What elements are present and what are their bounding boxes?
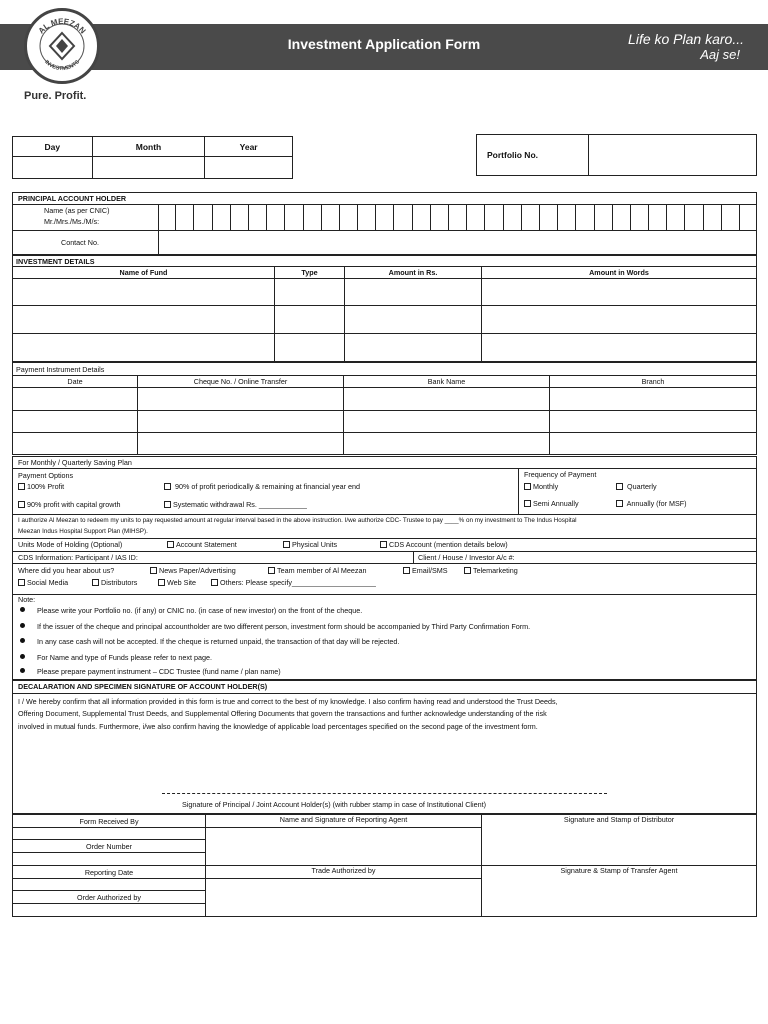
checkbox[interactable] [403,567,410,574]
cheque-cell[interactable] [138,411,344,433]
authorize-line-1: I authorize Al Meezan to redeem my units to pay requested amount at regular interval based in the above instruction. I/we authorize CDC- Trustee to pay ____% on my investment to The Indus Hospital [18,517,577,524]
note-item [20,653,212,662]
hear-email-sms-label: Email/SMS [412,566,448,575]
name-label-2: Mr./Mrs./Ms./M/s: [44,217,100,226]
investment-row [13,334,757,362]
checkbox[interactable] [18,483,25,490]
col-type: Type [275,267,345,279]
holding-cds-account[interactable] [380,540,508,549]
amount-cell[interactable] [345,306,482,334]
checkbox[interactable] [283,541,290,548]
hear-telemarketing[interactable] [464,566,518,575]
logo-text-bottom: INVESTMENTS [43,59,81,73]
investment-row [13,279,757,306]
slogan: Pure. Profit. [24,90,87,102]
note-text: For Name and type of Funds please refer to next page. [37,653,212,662]
opt-systematic-withdrawal[interactable] [164,500,307,509]
declaration-line-1: I / We hereby confirm that all information provided in this form is true and correct to the best of my knowledge. I also confirm having read and understood the Trust Deeds, [18,697,558,706]
fund-cell[interactable] [13,334,275,362]
opt-90-capital-growth[interactable] [18,500,120,509]
declaration-title: DECALARATION AND SPECIMEN SIGNATURE OF ACCOUNT HOLDER(S) [18,682,268,691]
reporting-date-label: Reporting Date [13,866,206,879]
form-title: Investment Application Form [287,36,481,52]
hear-telemarketing-label: Telemarketing [473,566,518,575]
cheque-cell[interactable] [138,388,344,411]
bank-cell[interactable] [344,433,550,455]
date-cell[interactable] [13,388,138,411]
payment-row [13,411,757,433]
checkbox[interactable] [268,567,275,574]
checkbox[interactable] [464,567,471,574]
col-amount-words: Amount in Words [482,267,757,279]
name-label-1: Name (as per CNIC) [44,206,110,215]
holding-physical-units[interactable] [283,540,337,549]
words-cell[interactable] [482,334,757,362]
col-cheque: Cheque No. / Online Transfer [138,376,344,388]
checkbox[interactable] [380,541,387,548]
contact-field[interactable] [159,231,756,254]
order-number-field[interactable] [13,853,206,866]
holding-account-statement-label: Account Statement [176,540,237,549]
checkbox[interactable] [211,579,218,586]
order-number-label: Order Number [13,840,206,853]
checkbox[interactable] [92,579,99,586]
bank-cell[interactable] [344,411,550,433]
trade-authorized-field[interactable] [206,879,482,917]
year-header: Year [205,137,293,157]
hear-team-member[interactable] [268,566,366,575]
hear-team-member-label: Team member of Al Meezan [277,566,367,575]
hear-others[interactable] [211,578,376,587]
freq-semi-annually[interactable] [524,499,579,508]
fund-cell[interactable] [13,279,275,306]
transfer-agent-cell[interactable] [482,866,757,917]
investment-table [12,255,757,362]
opt-systematic-withdrawal-label: Systematic withdrawal Rs. ____________ [173,500,307,509]
hear-social-media-label: Social Media [27,578,69,587]
note-text: If the issuer of the cheque and principal accountholder are two different person, investment form should be accompanied by Third Party Confirmation Form. [37,622,531,631]
note-text: Please write your Portfolio no. (if any) or CNIC no. (in case of new investor) on the front of the cheque. [37,606,363,615]
freq-monthly-label: Monthly [533,482,559,491]
portfolio-table [476,134,757,176]
day-field[interactable] [13,157,93,179]
order-authorized-label: Order Authorized by [13,891,206,904]
checkbox[interactable] [524,500,531,507]
freq-monthly[interactable] [524,482,558,491]
checkbox[interactable] [164,483,171,490]
signature-line[interactable] [162,793,607,794]
year-field[interactable] [205,157,293,179]
words-cell[interactable] [482,306,757,334]
hear-question [18,566,114,575]
bullet-icon [20,623,25,628]
bank-cell[interactable] [344,388,550,411]
signature-label: Signature of Principal / Joint Account Holder(s) (with rubber stamp in case of Institutional Client) [182,800,487,809]
form-received-field[interactable] [13,828,206,840]
payment-options-label: Payment Options [18,471,74,480]
distributor-label: Signature and Stamp of Distributor [563,815,675,824]
freq-semi-annually-label: Semi Annually [533,499,579,508]
checkbox[interactable] [18,501,25,508]
checkbox[interactable] [616,483,623,490]
checkbox[interactable] [164,501,171,508]
bullet-icon [20,668,25,673]
trade-authorized-label: Trade Authorized by [206,866,482,879]
amount-cell[interactable] [345,279,482,306]
client-account-label: Client / House / Investor A/c #: [418,553,515,562]
bullet-icon [20,638,25,643]
tagline [628,32,744,62]
checkbox[interactable] [524,483,531,490]
month-field[interactable] [92,157,205,179]
holding-account-statement[interactable] [167,540,237,549]
distributor-cell[interactable] [482,815,757,866]
date-cell[interactable] [13,433,138,455]
notes-label: Note: [18,595,36,604]
contact-label: Contact No. [61,238,99,247]
date-table [12,136,293,179]
declaration-line-3: involved in mutual funds. Furthermore, i/we also confirm having the knowledge of applicable load percentages specified on the second page of the investment form. [18,722,538,731]
note-text: In any case cash will not be accepted. If the cheque is returned unpaid, the transaction of that day will be rejected. [37,637,400,646]
tagline-line2: Aaj se! [700,47,740,62]
order-authorized-field[interactable] [13,904,206,917]
opt-90-capital-growth-label: 90% profit with capital growth [27,500,121,509]
reporting-agent-field[interactable] [206,828,482,866]
hear-website[interactable] [158,578,196,587]
saving-plan-title: For Monthly / Quarterly Saving Plan [18,458,132,467]
frequency-label: Frequency of Payment [524,470,597,479]
freq-annually-label: Annually (for MSF) [626,499,687,508]
col-amount-rs: Amount in Rs. [345,267,482,279]
investment-title: INVESTMENT DETAILS [13,256,757,267]
opt-90-profit-yearend[interactable] [164,482,360,491]
date-cell[interactable] [13,411,138,433]
branch-cell[interactable] [550,433,757,455]
office-use-table [12,814,757,917]
reporting-agent-label: Name and Signature of Reporting Agent [206,815,482,828]
checkbox[interactable] [150,567,157,574]
col-fund-name: Name of Fund [13,267,275,279]
hear-others-label: Others: Please specify_____________________ [220,578,376,587]
cheque-cell[interactable] [138,433,344,455]
cds-info-label: CDS Information: Participant / IAS ID: [18,553,138,562]
hear-website-label: Web Site [167,578,197,587]
saving-plan-section [12,456,757,595]
type-cell[interactable] [275,334,345,362]
payment-instrument-table [12,362,757,455]
opt-90-profit-yearend-label: 90% of profit periodically & remaining at financial year end [175,482,360,491]
note-item [20,637,399,646]
payment-row [13,433,757,455]
freq-quarterly-label: Quarterly [627,482,657,491]
hear-newspaper-label: News Paper/Advertising [159,566,236,575]
holding-cds-account-label: CDS Account (mention details below) [389,540,508,549]
holding-physical-units-label: Physical Units [292,540,338,549]
logo-text-top: AL MEEZAN [36,16,88,36]
opt-100-profit[interactable] [18,482,64,491]
note-item [20,667,281,676]
principal-title: PRINCIPAL ACCOUNT HOLDER [18,194,127,203]
branch-cell[interactable] [550,388,757,411]
reporting-date-field[interactable] [13,879,206,891]
col-date: Date [13,376,138,388]
type-cell[interactable] [275,306,345,334]
header-bar [0,24,768,73]
note-text: Please prepare payment instrument – CDC Trustee (fund name / plan name) [37,667,281,676]
declaration-line-2: Offering Document, Supplemental Trust Deeds, and Supplemental Offering Documents that govern the transactions and further acknowledge understanding of the risk [18,709,547,718]
amount-cell[interactable] [345,334,482,362]
col-branch: Branch [550,376,757,388]
checkbox[interactable] [18,579,25,586]
bullet-icon [20,654,25,659]
branch-cell[interactable] [550,411,757,433]
checkbox[interactable] [158,579,165,586]
hear-question-text: Where did you hear about us? [18,566,115,575]
transfer-agent-label: Signature & Stamp of Transfer Agent [560,866,678,875]
col-bank: Bank Name [344,376,550,388]
opt-100-profit-label: 100% Profit [27,482,65,491]
hear-distributors-label: Distributors [101,578,138,587]
words-cell[interactable] [482,279,757,306]
checkbox[interactable] [616,500,623,507]
name-char-boxes[interactable] [158,204,757,230]
note-item [20,622,530,631]
month-header: Month [92,137,205,157]
payment-instrument-title: Payment Instrument Details [13,363,757,376]
hear-newspaper[interactable] [150,566,236,575]
form-received-label: Form Received By [13,815,206,828]
hear-distributors[interactable] [92,578,137,587]
hear-social-media[interactable] [18,578,68,587]
type-cell[interactable] [275,279,345,306]
tagline-line1: Life ko Plan karo... [628,31,744,47]
day-header: Day [13,137,93,157]
fund-cell[interactable] [13,306,275,334]
checkbox[interactable] [167,541,174,548]
freq-quarterly[interactable] [616,482,657,491]
portfolio-field[interactable] [589,135,757,176]
almeezan-logo [24,8,100,84]
hear-email-sms[interactable] [403,566,448,575]
note-item [20,606,362,615]
payment-row [13,388,757,411]
freq-annually[interactable] [616,499,687,508]
authorize-line-2: Meezan Indus Hospital Support Plan (MIHSP). [18,528,148,535]
investment-row [13,306,757,334]
bullet-icon [20,607,25,612]
portfolio-label: Portfolio No. [477,135,589,176]
holding-label: Units Mode of Holding (Optional) [18,540,123,549]
